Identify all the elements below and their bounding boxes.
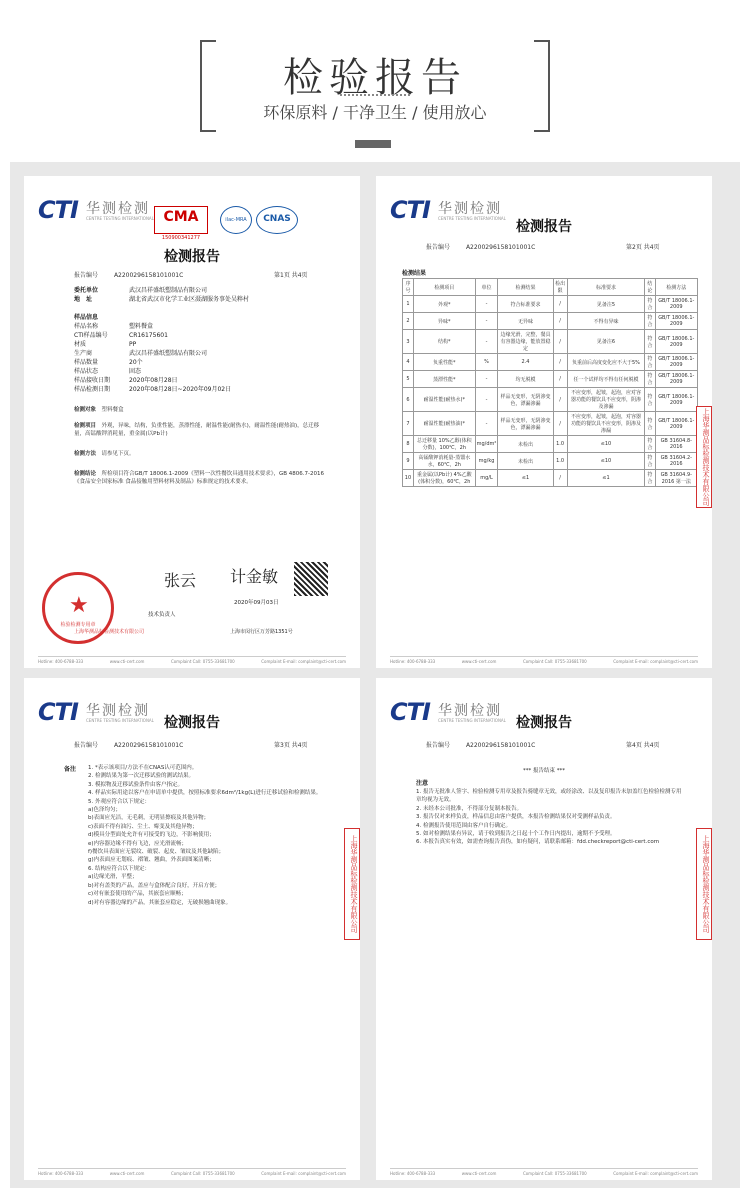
table-header-cell: 检测项目 (413, 279, 475, 296)
table-cell: 符合 (645, 296, 655, 313)
table-header-cell: 单位 (475, 279, 498, 296)
report-number-line: 报告编号 A2200296158101001C 第4页 共4页 (426, 742, 660, 749)
cti-logo-mark: CTI (390, 698, 430, 726)
ilac-mra-icon: ilac-MRA (220, 206, 252, 234)
page-footer: Hotline: 400-6788-333 www.cti-cert.com Complaint Call: 0755-33681700 Complaint E-mail: complaint@cti-cert.com (38, 1168, 346, 1176)
qr-code[interactable] (294, 562, 328, 596)
report-page-2 (376, 176, 712, 668)
sample-field-label: 样品状态 (74, 368, 99, 375)
note-item: 6. 结构应符合以下规定： (88, 865, 150, 872)
table-cell: 4 (403, 354, 414, 371)
dotted-divider (340, 94, 410, 96)
note-item: 2. 检测结果为第一次迁移试验的测试结果。 (88, 773, 194, 780)
table-cell: GB/T 18006.1-2009 (655, 296, 697, 313)
table-cell: GB/T 18006.1-2009 (655, 371, 697, 388)
note-item: 5. 如对检测结果有异议，请于收到报告之日起十个工作日内提出，逾期不予受理。 (416, 831, 616, 838)
table-header-cell: 检测结果 (498, 279, 553, 296)
table-cell: 符合 (645, 470, 655, 487)
report-title: 检测报告 (164, 249, 220, 265)
table-cell: 符合 (645, 354, 655, 371)
approver-role: 技术负责人 (148, 612, 176, 618)
note-item: c)表面不得有油污、尘土、霉变及其他异物； (88, 823, 198, 830)
page-number: 第2页 共4页 (626, 244, 660, 251)
side-stamp: 上海华测品标检测技术有限公司 (344, 828, 360, 940)
table-header-cell: 序号 (403, 279, 414, 296)
table-row (403, 330, 698, 354)
table-cell: 符合 (645, 453, 655, 470)
table-cell: - (475, 412, 498, 436)
table-header-cell: 检出限 (553, 279, 567, 296)
cti-logo-mark: CTI (38, 698, 78, 726)
table-cell: 7 (403, 412, 414, 436)
cti-logo-mark: CTI (390, 196, 430, 224)
sample-field-row (74, 331, 231, 340)
reviewer-signature: 计金敏 (230, 567, 279, 586)
report-number-line: 报告编号 A2200296158101001C 第1页 共4页 (74, 272, 308, 279)
sample-field-value: 2020年08月28日 (129, 377, 178, 384)
table-cell: 2 (403, 313, 414, 330)
report-title: 检测报告 (516, 715, 572, 731)
sample-field-value: 2020年08月28日~2020年09月02日 (129, 386, 232, 393)
table-cell: 3 (403, 330, 414, 354)
test-conclusion: 检测结论 所检项目符合GB/T 18006.1-2009《塑料一次性餐饮具通用技术要求》，GB 4806.7-2016《食品安全国家标准 食品接触用塑料材料及制品》标准规定的技术要求。 (74, 471, 325, 485)
brand-name-en: CENTRE TESTING INTERNATIONAL (86, 216, 154, 221)
table-cell: / (553, 371, 567, 388)
table-cell: 5 (403, 371, 414, 388)
note-item: 4. 样品实际用途以客户在申请单中提供，按照标准要求6dm²/1kg(L)进行迁移试验和检测结果。 (88, 790, 322, 797)
brand-name-en: CENTRE TESTING INTERNATIONAL (86, 718, 154, 723)
table-cell: GB/T 18006.1-2009 (655, 388, 697, 412)
table-cell: / (553, 296, 567, 313)
table-cell: 不应变形，起皱，起泡，对容器功能的餐饮具不应变形，阴渗及渗漏 (567, 412, 645, 436)
table-cell: 重金属(以Pb计) 4%乙酸(体积分数)，60℃，2h (413, 470, 475, 487)
report-number-line: 报告编号 A2200296158101001C 第2页 共4页 (426, 244, 660, 251)
brand-name-en: CENTRE TESTING INTERNATIONAL (438, 216, 506, 221)
table-cell: - (475, 388, 498, 412)
page-number: 第4页 共4页 (626, 742, 660, 749)
note-item: 1. 报告无批准人签字、检验检测专用章及报告骑缝章无效，或经涂改、以及复印报告未加盖红色检验检测专用章均视为无效。 (416, 789, 682, 804)
sample-field-label: 样品数量 (74, 359, 99, 366)
table-cell: 耐温性能(耐热水)* (413, 388, 475, 412)
note-item: 6. 本报告真实有效，如需查询报告真伪，如有疑问，请联系邮箱：fdd.checkreport@cti-cert.com (416, 839, 660, 846)
table-header-cell: 标准要求 (567, 279, 645, 296)
table-cell: / (553, 388, 567, 412)
note-item: e)内容器边缘不得有飞边，应光滑流畅； (88, 840, 188, 847)
table-cell: 9 (403, 453, 414, 470)
results-table (402, 278, 698, 487)
table-cell: / (553, 313, 567, 330)
report-page-3 (24, 678, 360, 1180)
seal-label: 检验检测专用章 (60, 622, 96, 628)
note-item: d)对有容器边缘的产品，其嵌套应稳定，无破损翘曲现象。 (88, 899, 232, 906)
sample-field-value: PP (129, 341, 137, 348)
sample-field-row (74, 322, 231, 331)
note-item: a)边缘光滑，平整； (88, 874, 138, 881)
table-cell: mg/L (475, 470, 498, 487)
table-cell: 符合 (645, 313, 655, 330)
table-cell: ≤10 (567, 436, 645, 453)
brand-name-cn: 华测检测 (86, 201, 150, 217)
notes-label: 备注 (64, 766, 77, 773)
note-item: 3. 报告仅对来样负责，样品信息由客户提供，本报告检测结果仅对受测样品负责。 (416, 814, 616, 821)
page-number: 第3页 共4页 (274, 742, 308, 749)
brand-name-cn: 华测检测 (438, 201, 502, 217)
test-object: 检测对象 塑料餐盒 (74, 407, 124, 413)
table-cell: 样品无变形，无阴渗变色，漂漏渗漏 (498, 388, 553, 412)
table-cell: 外观* (413, 296, 475, 313)
table-cell: - (475, 296, 498, 313)
report-page-4 (376, 678, 712, 1180)
sample-field-row (74, 376, 231, 385)
page-footer: Hotline: 400-6788-333 www.cti-cert.com Complaint Call: 0755-33681700 Complaint E-mail: complaint@cti-cert.com (38, 656, 346, 664)
table-cell: GB/T 18006.1-2009 (655, 330, 697, 354)
sample-field-value: 塑料餐盒 (129, 323, 154, 330)
table-cell: / (553, 330, 567, 354)
table-row (403, 412, 698, 436)
page-header (0, 0, 750, 160)
table-cell: % (475, 354, 498, 371)
table-row (403, 313, 698, 330)
table-cell: 符合 (645, 330, 655, 354)
table-row (403, 470, 698, 487)
table-cell: 6 (403, 388, 414, 412)
note-item: g)内表面应无划痕、褶皱、翘曲，外表面图案清晰； (88, 857, 215, 864)
table-cell: / (553, 470, 567, 487)
header-bar (355, 140, 391, 148)
note-item: 2. 未经本公司批准，不得部分复制本报告。 (416, 805, 522, 812)
table-cell: 耐温性能(耐热油)* (413, 412, 475, 436)
table-cell: mg/kg (475, 453, 498, 470)
cma-number: 150900341277 (161, 235, 201, 241)
table-cell: 10 (403, 470, 414, 487)
test-method: 检测方法 请参见下页。 (74, 451, 135, 457)
table-cell: / (553, 412, 567, 436)
report-title: 检测报告 (164, 715, 220, 731)
notes-list (88, 764, 338, 907)
page-footer: Hotline: 400-6788-333 www.cti-cert.com Complaint Call: 0755-33681700 Complaint E-mail: complaint@cti-cert.com (390, 656, 698, 664)
sample-field-label: 生产商 (74, 350, 93, 357)
client-info: 委托单位 武汉昌祥盛纸塑制品有限公司 地 址 湖北省武汉市化学工业区滠湖服务事处吴粹村 (74, 287, 250, 303)
page-subtitle: 环保原料 / 干净卫生 / 使用放心 (263, 103, 487, 122)
table-cell: - (475, 313, 498, 330)
page-number: 第1页 共4页 (274, 272, 308, 279)
sample-field-row (74, 385, 231, 394)
note-item: c)对有嵌套使用的产品，其嵌套应顺畅； (88, 891, 187, 898)
brand-name-cn: 华测检测 (438, 703, 502, 719)
table-cell: 8 (403, 436, 414, 453)
sample-field-row (74, 358, 231, 367)
test-items: 检测项目 外观，异味，结构，负重性能，蒸漂性能，耐温性能(耐热水)，耐温性能(耐热油)，总迁移量，高锰酸钾消耗量，重金属(以Pb计) (74, 423, 320, 437)
table-cell: ≤1 (567, 470, 645, 487)
sample-field-label: CTI样品编号 (74, 332, 108, 339)
table-cell: 总迁移量 10%乙醇(体积分数)，100℃，2h (413, 436, 475, 453)
table-cell: 均无脱模 (498, 371, 553, 388)
note-item: b)表面应光洁，无毛刺，无明显擦痕及其他异物； (88, 815, 210, 822)
note-item: f)餐饮具表面应无裂纹、破裂、起皮、皱纹及其他缺陷； (88, 849, 225, 856)
table-cell: 符合 (645, 436, 655, 453)
cnas-icon: CNAS (256, 206, 298, 234)
brand-name-cn: 华测检测 (86, 703, 150, 719)
table-cell: 见备注6 (567, 330, 645, 354)
table-cell: GB 31604.9-2016 第一法 (655, 470, 697, 487)
issuer-address: 上海市闵行区万芳路1351号 (230, 629, 293, 635)
note-item: d)模具分型面处允许有可接受的飞边，不影响使用； (88, 832, 215, 839)
sample-info-list (74, 322, 231, 394)
note-item: 1. *表示该项目/方法不在CNAS认可范围内。 (88, 765, 198, 771)
sample-field-label: 样品接收日期 (74, 377, 111, 384)
table-row (403, 436, 698, 453)
cti-logo (38, 196, 154, 224)
table-row (403, 388, 698, 412)
table-cell: 见备注5 (567, 296, 645, 313)
table-cell: 负重性能* (413, 354, 475, 371)
table-cell: - (475, 330, 498, 354)
sample-field-value: 20个 (129, 359, 143, 366)
cma-cert-icon: CMA 150900341277 (154, 206, 208, 234)
sample-field-label: 材质 (74, 341, 87, 348)
report-page-1 (24, 176, 360, 668)
note-item: a)色泽均匀； (88, 807, 122, 814)
table-row (403, 453, 698, 470)
table-cell: 1.0 (553, 453, 567, 470)
table-cell: 1.0 (553, 436, 567, 453)
note-item: 3. 模拟物及迁移试验条件由客户指定。 (88, 781, 183, 788)
note-item: b)对有盖类的产品，盖应与盒体配合良好，开启方便； (88, 882, 221, 889)
page-title: 检验报告 (283, 55, 467, 101)
report-date: 2020年09月03日 (234, 600, 279, 606)
table-row (403, 354, 698, 371)
table-cell: ≤10 (567, 453, 645, 470)
table-cell: / (553, 354, 567, 371)
table-cell: 符合 (645, 412, 655, 436)
table-cell: 符合 (645, 388, 655, 412)
brand-name-en: CENTRE TESTING INTERNATIONAL (438, 718, 506, 723)
issuer-name: 上海华测品标检测技术有限公司 (74, 629, 145, 635)
table-cell: 蒸漂性能* (413, 371, 475, 388)
table-cell: 不得有异味 (567, 313, 645, 330)
table-cell: ≤1 (498, 470, 553, 487)
sample-info-heading: 样品信息 (74, 314, 99, 321)
notes-label: 注意 (416, 780, 429, 787)
note-item: 4. 检测报告使用范围由客户自行确定。 (416, 822, 511, 829)
table-cell: 结构* (413, 330, 475, 354)
table-cell: 不应变形，起皱，起泡，应对容器功能的餐饮具不应变形，阴渗及渗漏 (567, 388, 645, 412)
table-cell: GB/T 18006.1-2009 (655, 313, 697, 330)
table-cell: GB 31604.2-2016 (655, 453, 697, 470)
table-row (403, 296, 698, 313)
seal-star-icon: ★ (69, 593, 89, 618)
cti-logo-mark: CTI (38, 196, 78, 224)
table-row (403, 371, 698, 388)
sample-field-value: 武汉昌祥盛纸塑制品有限公司 (129, 350, 208, 357)
table-cell: 1 (403, 296, 414, 313)
table-cell: 无异味 (498, 313, 553, 330)
table-cell: 任一个试样均不得有任何脱模 (567, 371, 645, 388)
table-cell: 2.4 (498, 354, 553, 371)
sample-field-value: CR16175601 (129, 332, 168, 339)
results-heading: 检测结果 (402, 270, 427, 277)
sample-field-row (74, 340, 231, 349)
sample-field-label: 样品检测日期 (74, 386, 111, 393)
sample-field-value: 固态 (129, 368, 142, 375)
approver-signature: 张云 (164, 571, 197, 590)
page-footer: Hotline: 400-6788-333 www.cti-cert.com Complaint Call: 0755-33681700 Complaint E-mail: complaint@cti-cert.com (390, 1168, 698, 1176)
table-cell: GB 31604.8-2016 (655, 436, 697, 453)
table-cell: 符合 (645, 371, 655, 388)
table-cell: 负重前后高度变化应不大于5% (567, 354, 645, 371)
table-cell: GB/T 18006.1-2009 (655, 412, 697, 436)
table-cell: - (475, 371, 498, 388)
table-cell: 边缘光滑，完整，餐具有容器边缘，能放置稳定 (498, 330, 553, 354)
sample-field-row (74, 349, 231, 358)
table-cell: GB/T 18006.1-2009 (655, 354, 697, 371)
sample-field-row (74, 367, 231, 376)
report-end-mark: *** 报告结束 *** (523, 768, 565, 774)
side-stamp: 上海华测品标检测技术有限公司 (696, 828, 712, 940)
table-cell: 异味* (413, 313, 475, 330)
side-stamp: 上海华测品标检测技术有限公司 (696, 406, 712, 508)
table-cell: 样品无变形，无阴渗变色，漂漏渗漏 (498, 412, 553, 436)
note-item: 5. 外观应符合以下规定： (88, 798, 150, 805)
table-cell: 符合标准要求 (498, 296, 553, 313)
report-number-line: 报告编号 A2200296158101001C 第3页 共4页 (74, 742, 308, 749)
notes-list (416, 788, 686, 847)
table-cell: mg/dm² (475, 436, 498, 453)
sample-field-label: 样品名称 (74, 323, 99, 330)
table-header-cell: 结论 (645, 279, 655, 296)
report-title: 检测报告 (516, 219, 572, 235)
table-cell: 高锰酸钾消耗量-蒸馏水 水，60℃，2h (413, 453, 475, 470)
table-cell: 未检出 (498, 436, 553, 453)
table-header-cell: 检测方法 (655, 279, 697, 296)
table-cell: 未检出 (498, 453, 553, 470)
